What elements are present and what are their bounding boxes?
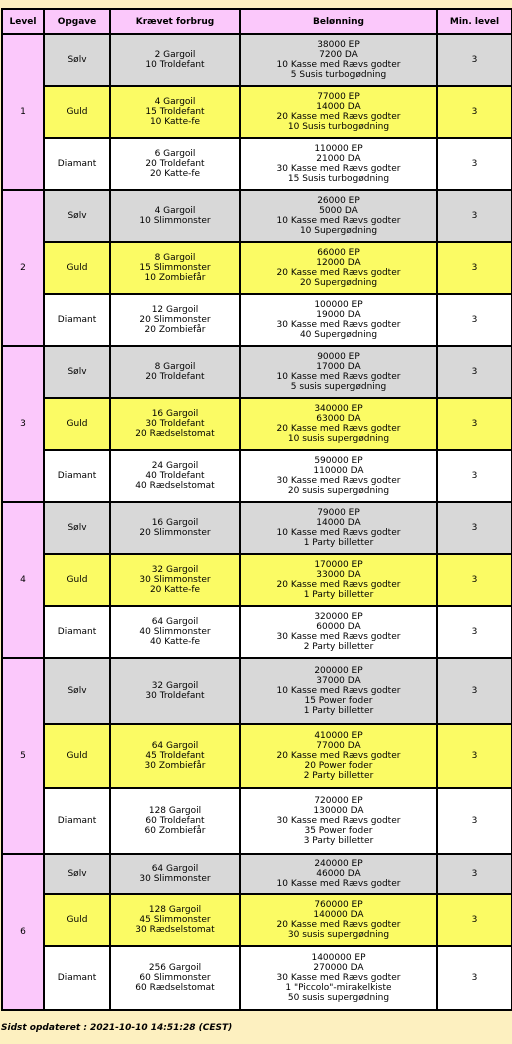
belonning-line: 2 Party billetter: [303, 771, 374, 781]
belonning-line: 30 Kasse med Rævs godter: [276, 973, 401, 983]
belonning-line: 40 Supergødning: [299, 330, 378, 340]
belonning-line: 20 Kasse med Rævs godter: [276, 751, 401, 761]
min-level-cell: 3: [437, 854, 512, 894]
belonning-line: 5 susis supergødning: [290, 382, 387, 392]
belonning-line: 90000 EP: [317, 352, 360, 362]
forbrug-line: 60 Zombiefår: [144, 826, 206, 836]
table-row: [2, 34, 512, 86]
belonning-cell: [240, 894, 437, 946]
forbrug-line: 20 Rædselstomat: [135, 429, 215, 439]
table-row: [2, 346, 512, 398]
belonning-line: 7200 DA: [319, 50, 358, 60]
table-row: [2, 190, 512, 242]
column-header-min-level: Min. level: [437, 9, 512, 34]
opgave-cell: Sølv: [44, 34, 110, 86]
forbrug-line: 30 Zombiefår: [144, 761, 206, 771]
forbrug-cell: [110, 190, 240, 242]
forbrug-line: 8 Gargoil: [154, 253, 196, 263]
forbrug-cell: [110, 86, 240, 138]
level-cell: 3: [2, 346, 44, 502]
table-row: [2, 242, 512, 294]
forbrug-cell: [110, 788, 240, 854]
belonning-line: 1 Party billetter: [303, 590, 374, 600]
belonning-line: 270000 DA: [313, 963, 364, 973]
belonning-line: 100000 EP: [314, 300, 363, 310]
belonning-cell: [240, 606, 437, 658]
forbrug-line: 4 Gargoil: [154, 97, 196, 107]
forbrug-cell: [110, 854, 240, 894]
forbrug-cell: [110, 724, 240, 788]
belonning-line: 15 Susis turbogødning: [287, 174, 390, 184]
forbrug-line: 60 Rædselstomat: [135, 983, 215, 993]
opgave-cell: Sølv: [44, 190, 110, 242]
min-level-cell: 3: [437, 294, 512, 346]
forbrug-line: 32 Gargoil: [151, 565, 199, 575]
forbrug-line: 256 Gargoil: [148, 963, 202, 973]
belonning-line: 320000 EP: [314, 612, 363, 622]
forbrug-line: 16 Gargoil: [151, 518, 199, 528]
table-header-row: [2, 9, 512, 34]
table-row: [2, 606, 512, 658]
forbrug-line: 30 Slimmonster: [139, 874, 211, 884]
belonning-line: 10 Kasse med Rævs godter: [276, 686, 401, 696]
level-cell: 2: [2, 190, 44, 346]
forbrug-line: 30 Slimmonster: [139, 575, 211, 585]
forbrug-line: 45 Slimmonster: [139, 915, 211, 925]
table-row: [2, 658, 512, 724]
table-row: [2, 554, 512, 606]
forbrug-line: 12 Gargoil: [151, 305, 199, 315]
belonning-line: 77000 DA: [316, 741, 361, 751]
belonning-line: 20 Kasse med Rævs godter: [276, 920, 401, 930]
opgave-cell: Sølv: [44, 658, 110, 724]
belonning-cell: [240, 86, 437, 138]
forbrug-line: 60 Slimmonster: [139, 973, 211, 983]
opgave-cell: Diamant: [44, 294, 110, 346]
forbrug-line: 40 Katte-fe: [149, 637, 201, 647]
belonning-line: 19000 DA: [316, 310, 361, 320]
forbrug-line: 60 Troldefant: [145, 816, 205, 826]
min-level-cell: 3: [437, 138, 512, 190]
belonning-line: 110000 EP: [314, 144, 363, 154]
min-level-cell: 3: [437, 724, 512, 788]
belonning-line: 10 Supergødning: [299, 226, 378, 236]
min-level-cell: 3: [437, 894, 512, 946]
forbrug-cell: [110, 658, 240, 724]
belonning-line: 720000 EP: [314, 796, 363, 806]
belonning-line: 21000 DA: [316, 154, 361, 164]
forbrug-line: 20 Slimmonster: [139, 528, 211, 538]
opgave-cell: Diamant: [44, 788, 110, 854]
min-level-cell: 3: [437, 658, 512, 724]
belonning-cell: [240, 346, 437, 398]
belonning-line: 140000 DA: [313, 910, 364, 920]
belonning-line: 10 Kasse med Rævs godter: [276, 60, 401, 70]
belonning-line: 3 Party billetter: [303, 836, 374, 846]
belonning-line: 410000 EP: [314, 731, 363, 741]
table-row: [2, 724, 512, 788]
min-level-cell: 3: [437, 190, 512, 242]
quest-table-container: [0, 8, 512, 1011]
forbrug-line: 10 Slimmonster: [139, 216, 211, 226]
forbrug-line: 10 Troldefant: [145, 60, 205, 70]
opgave-cell: Diamant: [44, 946, 110, 1010]
forbrug-line: 10 Zombiefår: [144, 273, 206, 283]
belonning-line: 10 Kasse med Rævs godter: [276, 879, 401, 889]
belonning-line: 10 Susis turbogødning: [287, 122, 390, 132]
min-level-cell: 3: [437, 34, 512, 86]
forbrug-line: 20 Zombiefår: [144, 325, 206, 335]
belonning-line: 77000 EP: [317, 92, 360, 102]
column-header-forbrug: Krævet forbrug: [110, 9, 240, 34]
forbrug-line: 8 Gargoil: [154, 362, 196, 372]
forbrug-cell: [110, 346, 240, 398]
belonning-cell: [240, 502, 437, 554]
forbrug-line: 15 Troldefant: [145, 107, 205, 117]
table-row: [2, 894, 512, 946]
forbrug-line: 32 Gargoil: [151, 681, 199, 691]
forbrug-cell: [110, 554, 240, 606]
forbrug-line: 16 Gargoil: [151, 409, 199, 419]
forbrug-line: 30 Troldefant: [145, 691, 205, 701]
table-row: [2, 450, 512, 502]
belonning-line: 37000 DA: [316, 676, 361, 686]
belonning-line: 200000 EP: [314, 666, 363, 676]
belonning-cell: [240, 854, 437, 894]
belonning-cell: [240, 724, 437, 788]
forbrug-line: 24 Gargoil: [151, 461, 199, 471]
belonning-line: 1 Party billetter: [303, 706, 374, 716]
min-level-cell: 3: [437, 398, 512, 450]
forbrug-cell: [110, 398, 240, 450]
forbrug-cell: [110, 138, 240, 190]
forbrug-line: 4 Gargoil: [154, 206, 196, 216]
belonning-line: 590000 EP: [314, 456, 363, 466]
column-header-level: Level: [2, 9, 44, 34]
column-header-belonning: Belønning: [240, 9, 437, 34]
belonning-line: 20 Supergødning: [299, 278, 378, 288]
belonning-line: 10 susis supergødning: [287, 434, 390, 444]
last-updated-text: Sidst opdateret : 2021-10-10 14:51:28 (CEST): [1, 1023, 233, 1033]
forbrug-line: 40 Rædselstomat: [135, 481, 215, 491]
min-level-cell: 3: [437, 86, 512, 138]
belonning-line: 14000 DA: [316, 518, 361, 528]
belonning-line: 66000 EP: [317, 248, 360, 258]
forbrug-line: 20 Troldefant: [145, 159, 205, 169]
belonning-cell: [240, 294, 437, 346]
belonning-cell: [240, 450, 437, 502]
belonning-line: 130000 DA: [313, 806, 364, 816]
opgave-cell: Sølv: [44, 854, 110, 894]
forbrug-line: 20 Troldefant: [145, 372, 205, 382]
forbrug-cell: [110, 502, 240, 554]
table-row: [2, 788, 512, 854]
belonning-line: 5000 DA: [319, 206, 358, 216]
opgave-cell: Diamant: [44, 606, 110, 658]
belonning-line: 30 Kasse med Rævs godter: [276, 816, 401, 826]
belonning-line: 30 susis supergødning: [287, 930, 390, 940]
min-level-cell: 3: [437, 346, 512, 398]
belonning-line: 63000 DA: [316, 414, 361, 424]
belonning-line: 35 Power foder: [304, 826, 373, 836]
min-level-cell: 3: [437, 242, 512, 294]
opgave-cell: Guld: [44, 242, 110, 294]
forbrug-cell: [110, 34, 240, 86]
belonning-line: 17000 DA: [316, 362, 361, 372]
belonning-line: 79000 EP: [317, 508, 360, 518]
belonning-line: 20 Kasse med Rævs godter: [276, 112, 401, 122]
forbrug-line: 2 Gargoil: [154, 50, 196, 60]
forbrug-line: 45 Troldefant: [145, 751, 205, 761]
belonning-line: 26000 EP: [317, 196, 360, 206]
forbrug-cell: [110, 894, 240, 946]
forbrug-line: 20 Katte-fe: [149, 585, 201, 595]
belonning-line: 10 Kasse med Rævs godter: [276, 216, 401, 226]
belonning-line: 60000 DA: [316, 622, 361, 632]
belonning-line: 20 susis supergødning: [287, 486, 390, 496]
quest-table: [1, 8, 512, 1011]
level-cell: 4: [2, 502, 44, 658]
belonning-line: 50 susis supergødning: [287, 993, 390, 1003]
forbrug-line: 64 Gargoil: [151, 741, 199, 751]
forbrug-line: 30 Rædselstomat: [135, 925, 215, 935]
belonning-line: 15 Power foder: [304, 696, 373, 706]
table-row: [2, 138, 512, 190]
min-level-cell: 3: [437, 606, 512, 658]
belonning-cell: [240, 242, 437, 294]
forbrug-line: 128 Gargoil: [148, 905, 202, 915]
table-row: [2, 946, 512, 1010]
forbrug-line: 15 Slimmonster: [139, 263, 211, 273]
belonning-line: 240000 EP: [314, 859, 363, 869]
table-body: [2, 34, 512, 1010]
opgave-cell: Diamant: [44, 138, 110, 190]
opgave-cell: Diamant: [44, 450, 110, 502]
belonning-line: 5 Susis turbogødning: [290, 70, 387, 80]
belonning-line: 1400000 EP: [311, 953, 366, 963]
forbrug-cell: [110, 946, 240, 1010]
belonning-line: 30 Kasse med Rævs godter: [276, 164, 401, 174]
belonning-cell: [240, 190, 437, 242]
belonning-line: 14000 DA: [316, 102, 361, 112]
min-level-cell: 3: [437, 450, 512, 502]
table-row: [2, 86, 512, 138]
belonning-line: 760000 EP: [314, 900, 363, 910]
forbrug-cell: [110, 242, 240, 294]
table-row: [2, 502, 512, 554]
belonning-line: 10 Kasse med Rævs godter: [276, 372, 401, 382]
belonning-cell: [240, 658, 437, 724]
column-header-opgave: Opgave: [44, 9, 110, 34]
forbrug-line: 40 Troldefant: [145, 471, 205, 481]
opgave-cell: Guld: [44, 554, 110, 606]
level-cell: 5: [2, 658, 44, 854]
belonning-line: 30 Kasse med Rævs godter: [276, 320, 401, 330]
forbrug-line: 40 Slimmonster: [139, 627, 211, 637]
belonning-line: 340000 EP: [314, 404, 363, 414]
opgave-cell: Sølv: [44, 502, 110, 554]
min-level-cell: 3: [437, 788, 512, 854]
level-cell: 1: [2, 34, 44, 190]
belonning-line: 110000 DA: [313, 466, 364, 476]
level-cell: 6: [2, 854, 44, 1010]
forbrug-cell: [110, 450, 240, 502]
forbrug-line: 6 Gargoil: [154, 149, 196, 159]
belonning-cell: [240, 34, 437, 86]
belonning-line: 30 Kasse med Rævs godter: [276, 476, 401, 486]
belonning-line: 46000 DA: [316, 869, 361, 879]
opgave-cell: Guld: [44, 398, 110, 450]
table-row: [2, 854, 512, 894]
forbrug-line: 128 Gargoil: [148, 806, 202, 816]
belonning-line: 1 "Piccolo"-mirakelkiste: [285, 983, 392, 993]
belonning-cell: [240, 554, 437, 606]
min-level-cell: 3: [437, 946, 512, 1010]
table-row: [2, 294, 512, 346]
belonning-cell: [240, 138, 437, 190]
forbrug-line: 64 Gargoil: [151, 864, 199, 874]
belonning-cell: [240, 398, 437, 450]
forbrug-cell: [110, 606, 240, 658]
opgave-cell: Guld: [44, 894, 110, 946]
opgave-cell: Guld: [44, 86, 110, 138]
opgave-cell: Sølv: [44, 346, 110, 398]
min-level-cell: 3: [437, 502, 512, 554]
forbrug-line: 64 Gargoil: [151, 617, 199, 627]
belonning-line: 10 Kasse med Rævs godter: [276, 528, 401, 538]
belonning-line: 1 Party billetter: [303, 538, 374, 548]
belonning-line: 30 Kasse med Rævs godter: [276, 632, 401, 642]
belonning-cell: [240, 946, 437, 1010]
table-row: [2, 398, 512, 450]
forbrug-line: 20 Katte-fe: [149, 169, 201, 179]
forbrug-line: 10 Katte-fe: [149, 117, 201, 127]
min-level-cell: 3: [437, 554, 512, 606]
belonning-line: 20 Kasse med Rævs godter: [276, 424, 401, 434]
belonning-line: 20 Kasse med Rævs godter: [276, 268, 401, 278]
opgave-cell: Guld: [44, 724, 110, 788]
forbrug-cell: [110, 294, 240, 346]
belonning-line: 38000 EP: [317, 40, 360, 50]
forbrug-line: 30 Troldefant: [145, 419, 205, 429]
belonning-line: 170000 EP: [314, 560, 363, 570]
belonning-line: 2 Party billetter: [303, 642, 374, 652]
forbrug-line: 20 Slimmonster: [139, 315, 211, 325]
belonning-line: 12000 DA: [316, 258, 361, 268]
belonning-line: 20 Kasse med Rævs godter: [276, 580, 401, 590]
belonning-line: 33000 DA: [316, 570, 361, 580]
belonning-cell: [240, 788, 437, 854]
belonning-line: 20 Power foder: [304, 761, 373, 771]
